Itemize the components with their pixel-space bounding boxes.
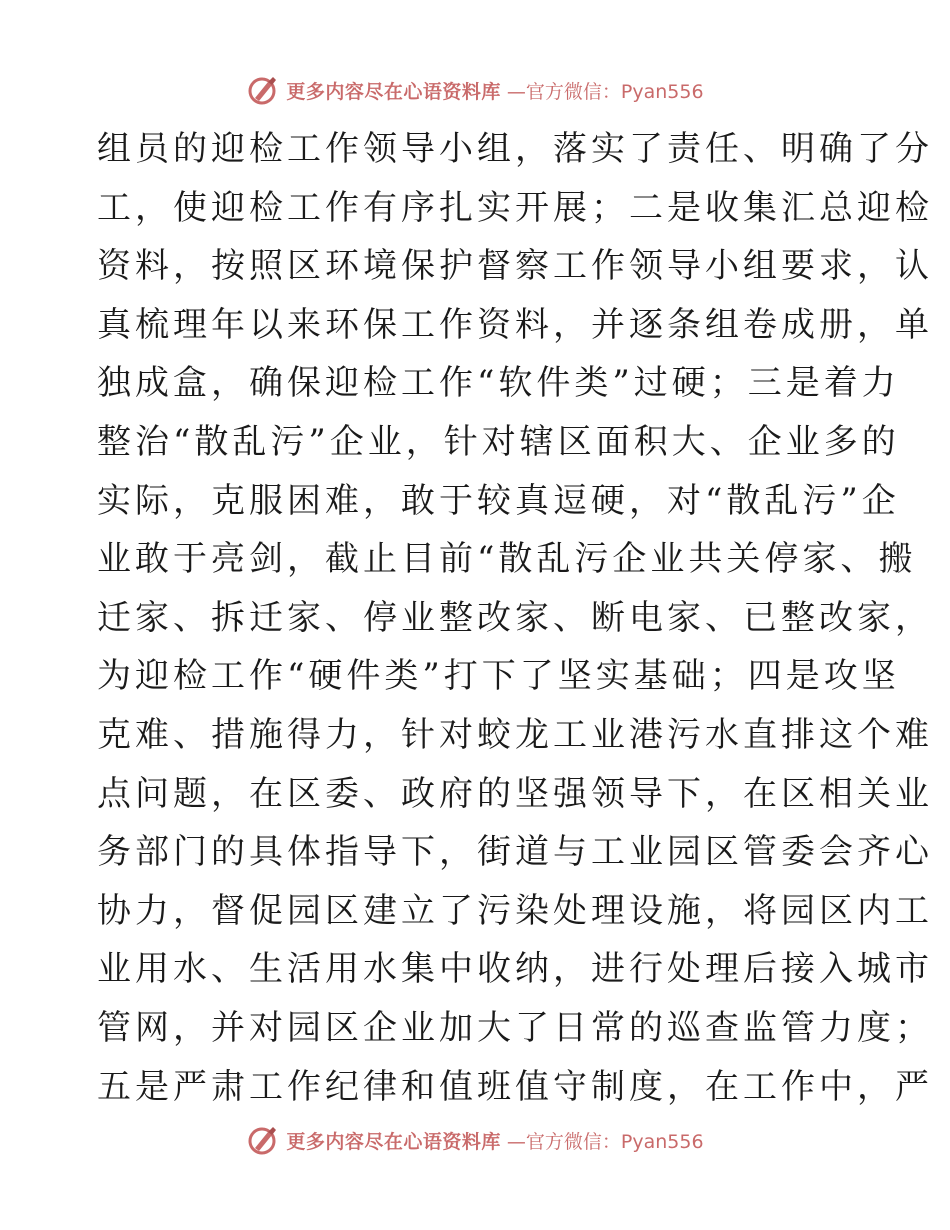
body-line: 实际，克服困难，敢于较真逗硬，对“散乱污”企 [97,480,900,521]
header-banner [0,70,950,110]
footer-banner [0,1120,950,1160]
body-line: 整治“散乱污”企业，针对辖区面积大、企业多的 [97,421,900,462]
body-line: 务部门的具体指导下，街道与工业园区管委会齐心 [97,832,933,873]
body-line: 克难、措施得力，针对蛟龙工业港污水直排这个难 [97,714,933,755]
body-line: 独成盒，确保迎检工作“软件类”过硬；三是着力 [97,363,900,404]
body-line: 管网，并对园区企业加大了日常的巡查监管力度； [97,1007,933,1048]
body-line: 业敢于亮剑，截止目前“散乱污企业共关停家、搬 [97,539,917,580]
pen-ring-logo-icon [246,73,280,107]
body-line: 业用水、生活用水集中收纳，进行处理后接入城市 [97,949,933,990]
body-line: 五是严肃工作纪律和值班值守制度，在工作中，严 [97,1066,933,1107]
body-line: 组员的迎检工作领导小组，落实了责任、明确了分 [97,129,933,169]
header-banner-text: 更多内容尽在心语资料库 [286,80,501,103]
body-line: 资料，按照区环境保护督察工作领导小组要求，认 [97,246,933,287]
body-line: 迁家、拆迁家、停业整改家、断电家、已整改家， [97,597,933,638]
body-line: 点问题，在区委、政府的坚强领导下，在区相关业 [97,773,933,814]
document-body [97,120,933,1116]
pen-ring-logo-icon [246,1123,280,1157]
body-line: 为迎检工作“硬件类”打下了坚实基础；四是攻坚 [97,656,900,697]
footer-banner-text: 更多内容尽在心语资料库 [286,1130,501,1153]
header-banner-contact: —官方微信：Pyan556 [506,80,704,103]
footer-banner-contact: —官方微信：Pyan556 [506,1130,704,1153]
body-line: 工，使迎检工作有序扎实开展；二是收集汇总迎检 [97,187,933,228]
body-line: 真梳理年以来环保工作资料，并逐条组卷成册，单 [97,304,933,345]
body-line: 协力，督促园区建立了污染处理设施，将园区内工 [97,890,933,931]
